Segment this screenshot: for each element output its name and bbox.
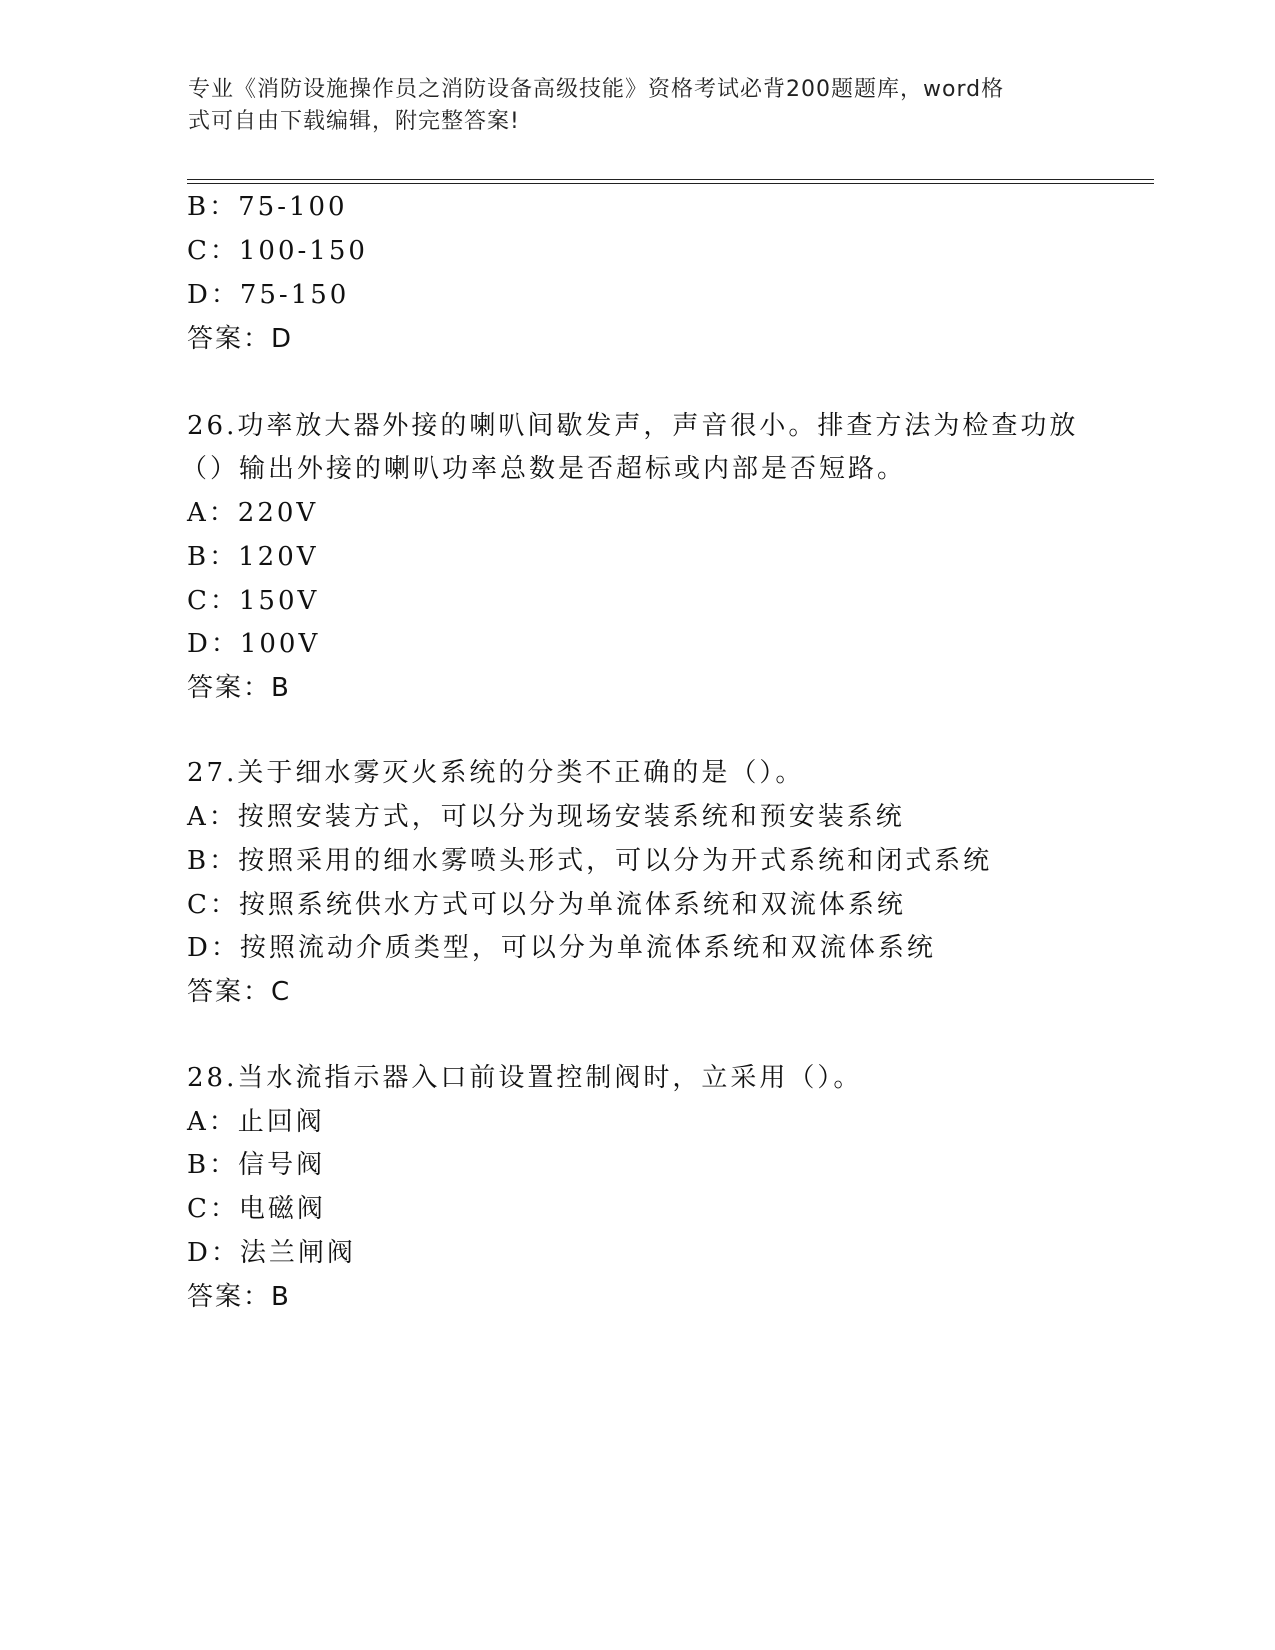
q25-option-d: D：75-150	[187, 280, 350, 310]
q27-answer: 答案：C	[187, 977, 292, 1007]
header-divider-top	[187, 179, 1154, 180]
q27-stem: 27.关于细水雾灭火系统的分类不正确的是（）。	[187, 758, 805, 788]
q28-stem: 28.当水流指示器入口前设置控制阀时，立采用（）。	[187, 1063, 863, 1093]
q28-option-d: D：法兰闸阀	[187, 1238, 356, 1268]
q28-option-b: B：信号阀	[187, 1150, 326, 1180]
q26-option-c: C：150V	[187, 586, 320, 616]
q27-option-b: B：按照采用的细水雾喷头形式，可以分为开式系统和闭式系统	[187, 846, 993, 876]
q25-option-b: B：75-100	[187, 192, 348, 222]
q25-answer: 答案：D	[187, 324, 294, 354]
header-line-1: 专业《消防设施操作员之消防设备高级技能》资格考试必背200题题库，word格	[188, 77, 1005, 102]
q25-option-c: C：100-150	[187, 236, 368, 266]
q26-option-d: D：100V	[187, 629, 321, 659]
q28-option-a: A：止回阀	[187, 1107, 325, 1137]
header-line-2: 式可自由下载编辑，附完整答案!	[188, 109, 520, 134]
q28-option-c: C：电磁阀	[187, 1194, 326, 1224]
q26-answer: 答案：B	[187, 673, 291, 703]
q27-option-c: C：按照系统供水方式可以分为单流体系统和双流体系统	[187, 890, 906, 920]
q27-option-d: D：按照流动介质类型，可以分为单流体系统和双流体系统	[187, 933, 936, 963]
q26-stem-line-2: （）输出外接的喇叭功率总数是否超标或内部是否短路。	[181, 454, 907, 484]
q26-option-a: A：220V	[187, 498, 319, 528]
q26-stem-line-1: 26.功率放大器外接的喇叭间歇发声，声音很小。排查方法为检查功放	[187, 411, 1079, 441]
document-header	[188, 74, 1068, 138]
q27-option-a: A：按照安装方式，可以分为现场安装系统和预安装系统	[187, 802, 905, 832]
q26-option-b: B：120V	[187, 542, 319, 572]
q28-answer: 答案：B	[187, 1282, 291, 1312]
header-divider-bottom	[187, 183, 1154, 184]
